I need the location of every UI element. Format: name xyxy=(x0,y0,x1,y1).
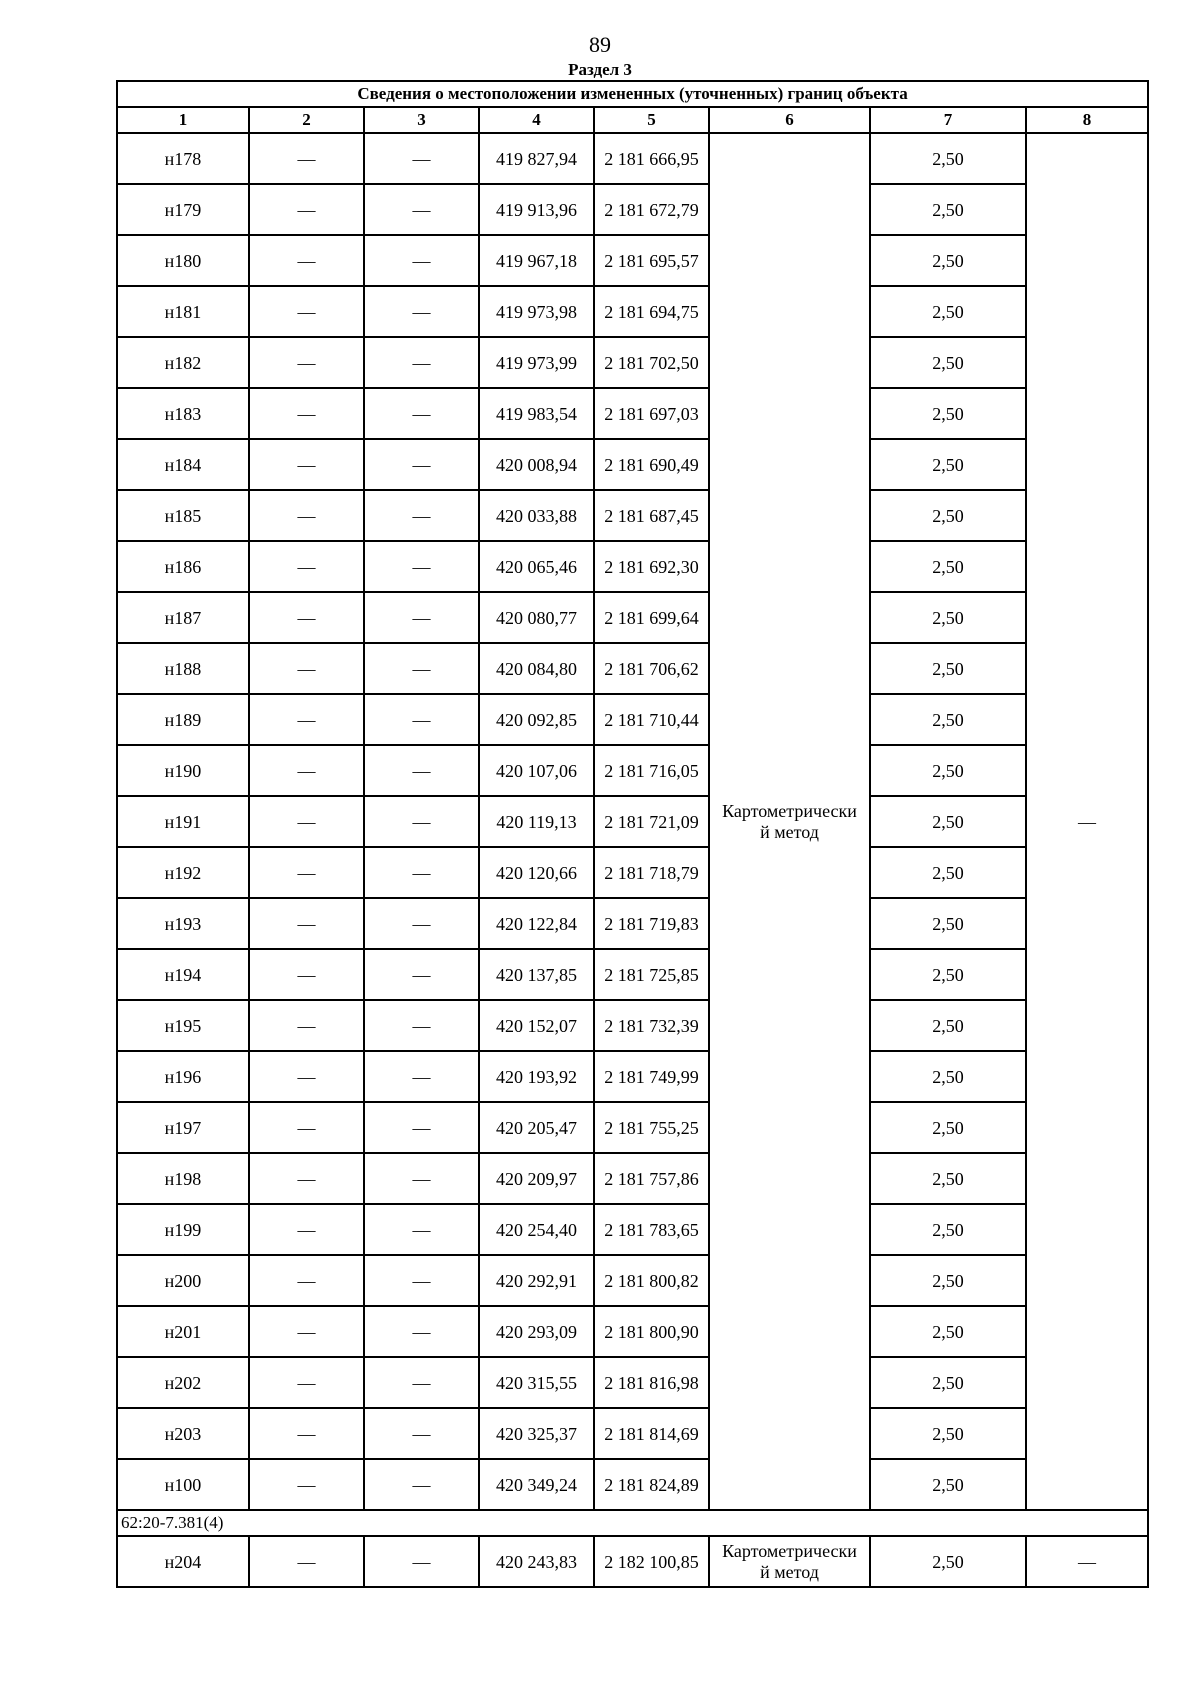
point-name-cell: н191 xyxy=(117,796,249,847)
table-row xyxy=(117,337,1148,388)
column-number: 6 xyxy=(709,107,870,133)
table-row xyxy=(117,286,1148,337)
x-coordinate-cell: 420 065,46 xyxy=(479,541,594,592)
col3-cell: — xyxy=(364,286,479,337)
y-coordinate-cell: 2 182 100,85 xyxy=(594,1536,709,1587)
col2-cell: — xyxy=(249,1255,364,1306)
subheader-label: 62:20-7.381(4) xyxy=(117,1510,1148,1536)
accuracy-cell: 2,50 xyxy=(870,592,1026,643)
table-row xyxy=(117,847,1148,898)
col3-cell: — xyxy=(364,235,479,286)
col2-cell: — xyxy=(249,847,364,898)
col3-cell: — xyxy=(364,184,479,235)
y-coordinate-cell: 2 181 666,95 xyxy=(594,133,709,184)
accuracy-cell: 2,50 xyxy=(870,949,1026,1000)
accuracy-cell: 2,50 xyxy=(870,1000,1026,1051)
point-name-cell: н180 xyxy=(117,235,249,286)
column-number: 5 xyxy=(594,107,709,133)
table-row xyxy=(117,1000,1148,1051)
y-coordinate-cell: 2 181 694,75 xyxy=(594,286,709,337)
col2-cell: — xyxy=(249,235,364,286)
table-row xyxy=(117,1459,1148,1510)
col2-cell: — xyxy=(249,1459,364,1510)
table-row xyxy=(117,133,1148,184)
accuracy-cell: 2,50 xyxy=(870,1204,1026,1255)
table-row xyxy=(117,1255,1148,1306)
table-row xyxy=(117,745,1148,796)
table-row xyxy=(117,898,1148,949)
x-coordinate-cell: 419 913,96 xyxy=(479,184,594,235)
y-coordinate-cell: 2 181 824,89 xyxy=(594,1459,709,1510)
col3-cell: — xyxy=(364,796,479,847)
col2-cell: — xyxy=(249,1153,364,1204)
x-coordinate-cell: 420 292,91 xyxy=(479,1255,594,1306)
x-coordinate-cell: 419 983,54 xyxy=(479,388,594,439)
col2-cell: — xyxy=(249,439,364,490)
col3-cell: — xyxy=(364,1536,479,1587)
col2-cell: — xyxy=(249,1204,364,1255)
x-coordinate-cell: 420 152,07 xyxy=(479,1000,594,1051)
point-name-cell: н199 xyxy=(117,1204,249,1255)
col2-cell: — xyxy=(249,592,364,643)
point-name-cell: н195 xyxy=(117,1000,249,1051)
col3-cell: — xyxy=(364,898,479,949)
col3-cell: — xyxy=(364,1051,479,1102)
table-row xyxy=(117,1051,1148,1102)
col3-cell: — xyxy=(364,1102,479,1153)
col3-cell: — xyxy=(364,439,479,490)
col2-cell: — xyxy=(249,1306,364,1357)
y-coordinate-cell: 2 181 690,49 xyxy=(594,439,709,490)
col3-cell: — xyxy=(364,1306,479,1357)
col3-cell: — xyxy=(364,1204,479,1255)
col2-cell: — xyxy=(249,388,364,439)
col3-cell: — xyxy=(364,643,479,694)
accuracy-cell: 2,50 xyxy=(870,1357,1026,1408)
point-name-cell: н183 xyxy=(117,388,249,439)
y-coordinate-cell: 2 181 783,65 xyxy=(594,1204,709,1255)
subheader-row xyxy=(117,1510,1148,1536)
x-coordinate-cell: 420 033,88 xyxy=(479,490,594,541)
x-coordinate-cell: 420 254,40 xyxy=(479,1204,594,1255)
accuracy-cell: 2,50 xyxy=(870,898,1026,949)
table-row xyxy=(117,643,1148,694)
x-coordinate-cell: 420 119,13 xyxy=(479,796,594,847)
accuracy-cell: 2,50 xyxy=(870,235,1026,286)
col3-cell: — xyxy=(364,1153,479,1204)
table-row xyxy=(117,949,1148,1000)
x-coordinate-cell: 420 209,97 xyxy=(479,1153,594,1204)
column-number: 4 xyxy=(479,107,594,133)
y-coordinate-cell: 2 181 725,85 xyxy=(594,949,709,1000)
y-coordinate-cell: 2 181 706,62 xyxy=(594,643,709,694)
col2-cell: — xyxy=(249,184,364,235)
x-coordinate-cell: 420 293,09 xyxy=(479,1306,594,1357)
x-coordinate-cell: 419 973,98 xyxy=(479,286,594,337)
col2-cell: — xyxy=(249,286,364,337)
col3-cell: — xyxy=(364,1357,479,1408)
x-coordinate-cell: 420 205,47 xyxy=(479,1102,594,1153)
y-coordinate-cell: 2 181 721,09 xyxy=(594,796,709,847)
point-name-cell: н189 xyxy=(117,694,249,745)
y-coordinate-cell: 2 181 702,50 xyxy=(594,337,709,388)
x-coordinate-cell: 420 243,83 xyxy=(479,1536,594,1587)
x-coordinate-cell: 420 137,85 xyxy=(479,949,594,1000)
point-name-cell: н201 xyxy=(117,1306,249,1357)
point-name-cell: н196 xyxy=(117,1051,249,1102)
y-coordinate-cell: 2 181 732,39 xyxy=(594,1000,709,1051)
x-coordinate-cell: 420 080,77 xyxy=(479,592,594,643)
point-name-cell: н198 xyxy=(117,1153,249,1204)
col3-cell: — xyxy=(364,592,479,643)
method-cell: Картометрически й метод xyxy=(709,133,870,1510)
table-row xyxy=(117,1408,1148,1459)
col3-cell: — xyxy=(364,1408,479,1459)
table-row xyxy=(117,541,1148,592)
table-row xyxy=(117,1536,1148,1587)
x-coordinate-cell: 420 315,55 xyxy=(479,1357,594,1408)
accuracy-cell: 2,50 xyxy=(870,184,1026,235)
point-name-cell: н188 xyxy=(117,643,249,694)
table-row xyxy=(117,1357,1148,1408)
section-title: Раздел 3 xyxy=(568,60,632,79)
table-row xyxy=(117,1204,1148,1255)
column-number: 1 xyxy=(117,107,249,133)
point-name-cell: н194 xyxy=(117,949,249,1000)
col2-cell: — xyxy=(249,1051,364,1102)
y-coordinate-cell: 2 181 800,82 xyxy=(594,1255,709,1306)
column-number-row xyxy=(117,107,1148,133)
accuracy-cell: 2,50 xyxy=(870,1306,1026,1357)
col3-cell: — xyxy=(364,1255,479,1306)
accuracy-cell: 2,50 xyxy=(870,1102,1026,1153)
table-row xyxy=(117,235,1148,286)
point-name-cell: н190 xyxy=(117,745,249,796)
accuracy-cell: 2,50 xyxy=(870,286,1026,337)
col3-cell: — xyxy=(364,133,479,184)
method-cell: Картометрически й метод xyxy=(709,1536,870,1587)
col3-cell: — xyxy=(364,541,479,592)
point-name-cell: н185 xyxy=(117,490,249,541)
accuracy-cell: 2,50 xyxy=(870,1459,1026,1510)
point-name-cell: н179 xyxy=(117,184,249,235)
coordinates-table xyxy=(116,80,1149,1588)
col2-cell: — xyxy=(249,949,364,1000)
point-name-cell: н197 xyxy=(117,1102,249,1153)
column-number: 7 xyxy=(870,107,1026,133)
point-name-cell: н203 xyxy=(117,1408,249,1459)
x-coordinate-cell: 420 325,37 xyxy=(479,1408,594,1459)
accuracy-cell: 2,50 xyxy=(870,694,1026,745)
col2-cell: — xyxy=(249,1536,364,1587)
y-coordinate-cell: 2 181 699,64 xyxy=(594,592,709,643)
col2-cell: — xyxy=(249,541,364,592)
point-name-cell: н100 xyxy=(117,1459,249,1510)
table-row xyxy=(117,1306,1148,1357)
col3-cell: — xyxy=(364,1459,479,1510)
table-row xyxy=(117,388,1148,439)
table-row xyxy=(117,1153,1148,1204)
point-name-cell: н178 xyxy=(117,133,249,184)
y-coordinate-cell: 2 181 692,30 xyxy=(594,541,709,592)
accuracy-cell: 2,50 xyxy=(870,1255,1026,1306)
accuracy-cell: 2,50 xyxy=(870,133,1026,184)
col2-cell: — xyxy=(249,898,364,949)
y-coordinate-cell: 2 181 800,90 xyxy=(594,1306,709,1357)
column-number: 3 xyxy=(364,107,479,133)
point-name-cell: н202 xyxy=(117,1357,249,1408)
y-coordinate-cell: 2 181 687,45 xyxy=(594,490,709,541)
accuracy-cell: 2,50 xyxy=(870,388,1026,439)
x-coordinate-cell: 420 193,92 xyxy=(479,1051,594,1102)
table-row xyxy=(117,1102,1148,1153)
col3-cell: — xyxy=(364,490,479,541)
x-coordinate-cell: 419 827,94 xyxy=(479,133,594,184)
col8-cell: — xyxy=(1026,1536,1148,1587)
x-coordinate-cell: 420 122,84 xyxy=(479,898,594,949)
table-row xyxy=(117,439,1148,490)
col8-cell: — xyxy=(1026,133,1148,1510)
col2-cell: — xyxy=(249,694,364,745)
y-coordinate-cell: 2 181 749,99 xyxy=(594,1051,709,1102)
y-coordinate-cell: 2 181 814,69 xyxy=(594,1408,709,1459)
col2-cell: — xyxy=(249,133,364,184)
y-coordinate-cell: 2 181 718,79 xyxy=(594,847,709,898)
accuracy-cell: 2,50 xyxy=(870,1153,1026,1204)
table-row xyxy=(117,694,1148,745)
x-coordinate-cell: 419 967,18 xyxy=(479,235,594,286)
y-coordinate-cell: 2 181 755,25 xyxy=(594,1102,709,1153)
x-coordinate-cell: 420 092,85 xyxy=(479,694,594,745)
accuracy-cell: 2,50 xyxy=(870,337,1026,388)
point-name-cell: н187 xyxy=(117,592,249,643)
accuracy-cell: 2,50 xyxy=(870,1051,1026,1102)
x-coordinate-cell: 420 107,06 xyxy=(479,745,594,796)
x-coordinate-cell: 420 120,66 xyxy=(479,847,594,898)
point-name-cell: н181 xyxy=(117,286,249,337)
column-number: 8 xyxy=(1026,107,1148,133)
y-coordinate-cell: 2 181 719,83 xyxy=(594,898,709,949)
col3-cell: — xyxy=(364,949,479,1000)
col2-cell: — xyxy=(249,1408,364,1459)
y-coordinate-cell: 2 181 716,05 xyxy=(594,745,709,796)
y-coordinate-cell: 2 181 697,03 xyxy=(594,388,709,439)
point-name-cell: н193 xyxy=(117,898,249,949)
x-coordinate-cell: 420 008,94 xyxy=(479,439,594,490)
table-caption: Сведения о местоположении измененных (уточненных) границ объекта xyxy=(117,81,1148,107)
accuracy-cell: 2,50 xyxy=(870,1536,1026,1587)
accuracy-cell: 2,50 xyxy=(870,541,1026,592)
y-coordinate-cell: 2 181 816,98 xyxy=(594,1357,709,1408)
table-row xyxy=(117,592,1148,643)
table-row xyxy=(117,184,1148,235)
x-coordinate-cell: 419 973,99 xyxy=(479,337,594,388)
accuracy-cell: 2,50 xyxy=(870,439,1026,490)
col2-cell: — xyxy=(249,1102,364,1153)
col3-cell: — xyxy=(364,745,479,796)
page-number: 89 xyxy=(589,32,611,57)
col3-cell: — xyxy=(364,337,479,388)
column-number: 2 xyxy=(249,107,364,133)
col2-cell: — xyxy=(249,1357,364,1408)
accuracy-cell: 2,50 xyxy=(870,847,1026,898)
accuracy-cell: 2,50 xyxy=(870,490,1026,541)
point-name-cell: н192 xyxy=(117,847,249,898)
y-coordinate-cell: 2 181 672,79 xyxy=(594,184,709,235)
col3-cell: — xyxy=(364,847,479,898)
col2-cell: — xyxy=(249,337,364,388)
point-name-cell: н200 xyxy=(117,1255,249,1306)
accuracy-cell: 2,50 xyxy=(870,796,1026,847)
col2-cell: — xyxy=(249,490,364,541)
y-coordinate-cell: 2 181 695,57 xyxy=(594,235,709,286)
point-name-cell: н204 xyxy=(117,1536,249,1587)
col2-cell: — xyxy=(249,796,364,847)
col2-cell: — xyxy=(249,643,364,694)
x-coordinate-cell: 420 084,80 xyxy=(479,643,594,694)
point-name-cell: н182 xyxy=(117,337,249,388)
col2-cell: — xyxy=(249,745,364,796)
point-name-cell: н186 xyxy=(117,541,249,592)
y-coordinate-cell: 2 181 710,44 xyxy=(594,694,709,745)
table-row xyxy=(117,490,1148,541)
col2-cell: — xyxy=(249,1000,364,1051)
col3-cell: — xyxy=(364,1000,479,1051)
accuracy-cell: 2,50 xyxy=(870,745,1026,796)
accuracy-cell: 2,50 xyxy=(870,643,1026,694)
accuracy-cell: 2,50 xyxy=(870,1408,1026,1459)
col3-cell: — xyxy=(364,388,479,439)
y-coordinate-cell: 2 181 757,86 xyxy=(594,1153,709,1204)
table-row xyxy=(117,796,1148,847)
point-name-cell: н184 xyxy=(117,439,249,490)
col3-cell: — xyxy=(364,694,479,745)
x-coordinate-cell: 420 349,24 xyxy=(479,1459,594,1510)
